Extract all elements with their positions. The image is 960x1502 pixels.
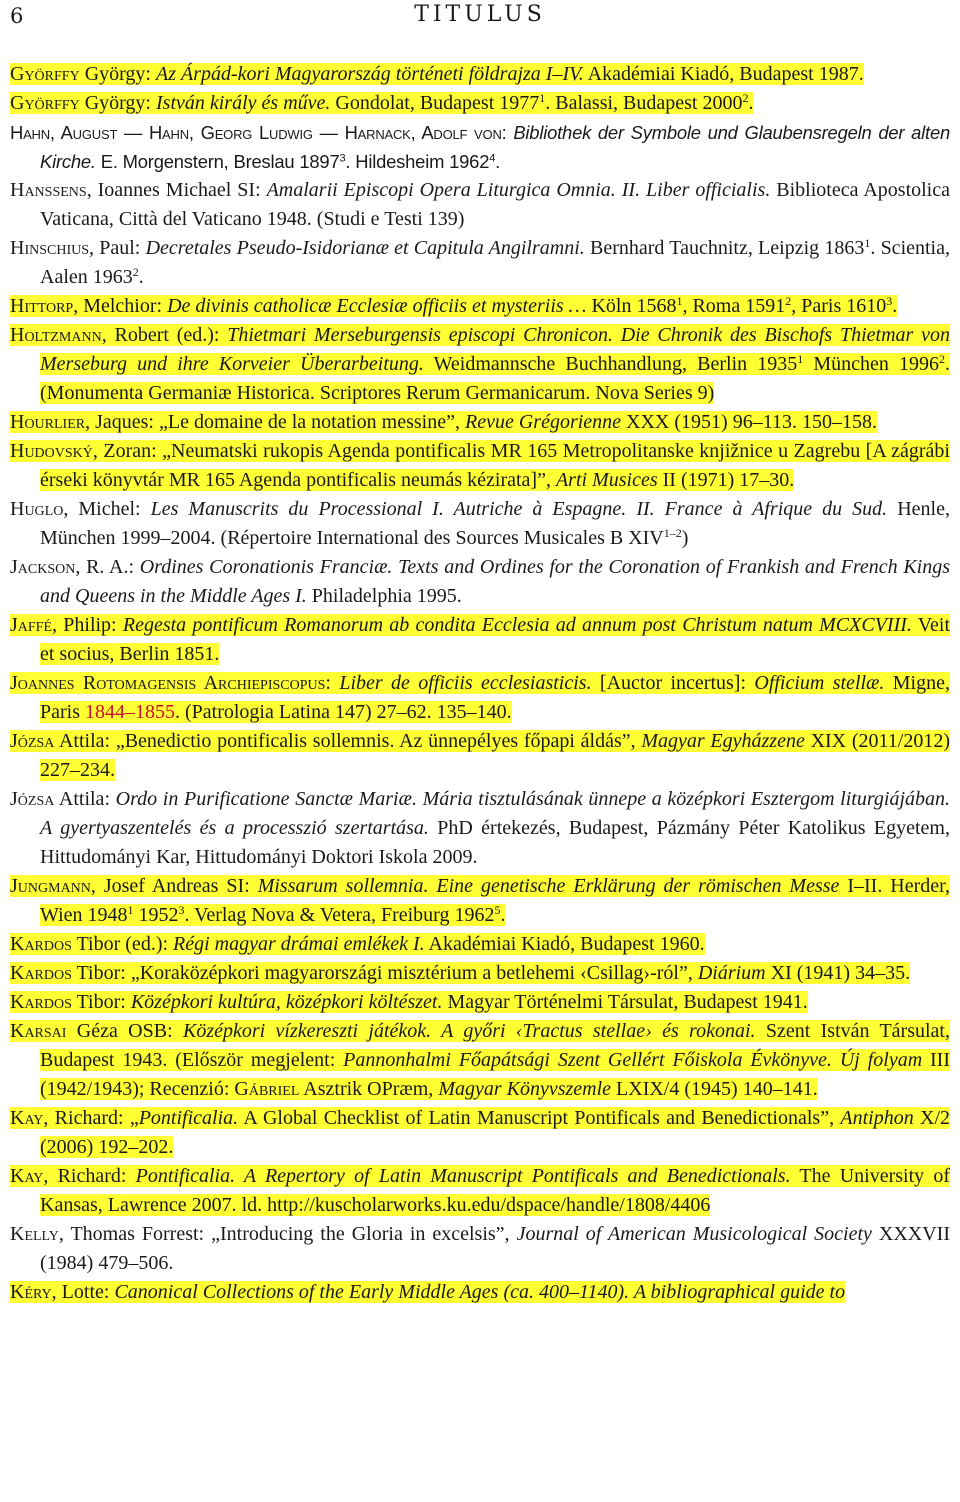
highlighted-text bbox=[10, 295, 897, 317]
entry-fragment: . bbox=[748, 92, 754, 114]
entry-fragment: Biblioteca Apostolica Vaticana, Città del Vaticano 1948. (Studi e Testi 139) bbox=[40, 179, 950, 230]
title-text: Liber de officiis ecclesiasticis. bbox=[339, 672, 592, 694]
author-name: Györffy bbox=[10, 92, 80, 114]
author-name: Harnack, Adolf von bbox=[344, 122, 502, 143]
entry-fragment: , Paul: bbox=[89, 237, 146, 259]
highlighted-text bbox=[10, 92, 753, 114]
author-name: Holtzmann bbox=[10, 324, 102, 346]
highlighted-text bbox=[10, 991, 808, 1013]
title-text: Arti Musices bbox=[555, 469, 658, 491]
author-name: Gábriel bbox=[234, 1078, 300, 1100]
entry-fragment: — bbox=[312, 122, 345, 143]
entry-fragment: : bbox=[501, 122, 514, 143]
entry-fragment: XIX (2011/2012) 227–234. bbox=[40, 730, 950, 781]
entry-fragment: . Hildesheim 1962 bbox=[345, 151, 490, 172]
author-name: Hourlier bbox=[10, 411, 86, 433]
title-text: Magyar Könyvszemle bbox=[438, 1078, 612, 1100]
highlighted-text bbox=[10, 411, 877, 433]
title-text: Középkori kultúra, középkori költészet. bbox=[130, 991, 443, 1013]
bibliography-entry bbox=[10, 872, 950, 930]
entry-fragment: György: bbox=[79, 63, 156, 85]
title-text: Canonical Collections of the Early Middle Ages (ca. 400–1140). A bibliographical guide to bbox=[114, 1281, 846, 1303]
entry-fragment: , Richard: „ bbox=[43, 1107, 139, 1129]
entry-fragment: , Lotte: bbox=[51, 1281, 115, 1303]
entry-fragment: E. Morgenstern, Breslau 1897 bbox=[95, 151, 340, 172]
highlighted-text bbox=[10, 1281, 845, 1303]
bibliography-entry bbox=[10, 1162, 950, 1220]
entry-fragment: : bbox=[325, 672, 340, 694]
edition-superscript: 1 bbox=[127, 902, 134, 917]
title-text: Pontificalia. bbox=[138, 1107, 239, 1129]
highlighted-text bbox=[10, 1020, 950, 1100]
edition-superscript: 3 bbox=[339, 152, 346, 165]
author-name: Kay bbox=[10, 1107, 44, 1129]
bibliography-entry bbox=[10, 408, 950, 437]
highlighted-text bbox=[10, 672, 950, 723]
author-name: Kay bbox=[10, 1165, 44, 1187]
title-text: Diárium bbox=[697, 962, 766, 984]
entry-fragment: Veit et socius, Berlin 1851. bbox=[40, 614, 950, 665]
entry-fragment: , Richard: bbox=[43, 1165, 136, 1187]
entry-fragment: Asztrik OPræm, bbox=[299, 1078, 439, 1100]
edition-superscript: 2 bbox=[939, 351, 945, 366]
running-head: TITULUS bbox=[414, 2, 546, 27]
entry-text bbox=[10, 179, 950, 230]
author-name: Jungmann bbox=[10, 875, 91, 897]
title-text: Magyar Egyházzene bbox=[641, 730, 805, 752]
page-header bbox=[0, 0, 960, 40]
entry-fragment: Géza OSB: bbox=[66, 1020, 183, 1042]
marked-text: 1844–1855 bbox=[85, 701, 175, 723]
entry-fragment: , Ioannes Michael SI: bbox=[86, 179, 267, 201]
title-text: Régi magyar drámai emlékek I. bbox=[173, 933, 425, 955]
author-name: Karsai bbox=[10, 1020, 67, 1042]
bibliography-entry bbox=[10, 785, 950, 872]
edition-superscript: 1–2 bbox=[663, 525, 682, 540]
entry-fragment: , Jaques: „Le domaine de la notation messine”, bbox=[85, 411, 465, 433]
title-text: Regesta pontificum Romanorum ab condita Ecclesia ad annum post Christum natum MCXCVIII. bbox=[122, 614, 912, 636]
entry-fragment: . Balassi, Budapest 2000 bbox=[545, 92, 743, 114]
entry-fragment: Attila: bbox=[54, 788, 116, 810]
author-name: Kardos bbox=[10, 962, 72, 984]
entry-fragment: München 1996 bbox=[803, 353, 939, 375]
entry-fragment: Henle, München 1999–2004. (Répertoire International des Sources Musicales B XIV bbox=[40, 498, 950, 549]
edition-superscript: 3 bbox=[886, 293, 893, 308]
title-text: Amalarii Episcopi Opera Liturgica Omnia. II. Liber officialis. bbox=[266, 179, 771, 201]
entry-fragment: I–II. Herder, Wien 1948 bbox=[40, 875, 950, 926]
entry-fragment: Weidmannsche Buchhandlung, Berlin 1935 bbox=[423, 353, 798, 375]
entry-fragment: Tibor: „Koraközépkori magyarországi misztérium a betlehemi ‹Csillag›-ról”, bbox=[71, 962, 698, 984]
bibliography-entry bbox=[10, 1220, 950, 1278]
entry-fragment: Szent István Társulat, Budapest 1943. (Először megjelent: bbox=[40, 1020, 950, 1071]
entry-fragment: LXIX/4 (1945) 140–141. bbox=[611, 1078, 818, 1100]
title-text: Decretales Pseudo-Isidorianæ et Capitula Angilramni. bbox=[145, 237, 585, 259]
author-name: Hinschius bbox=[10, 237, 90, 259]
entry-fragment: , Thomas Forrest: „Introducing the Gloria in excelsis”, bbox=[58, 1223, 517, 1245]
bibliography-entry bbox=[10, 1104, 950, 1162]
bibliography-entry bbox=[10, 988, 950, 1017]
entry-fragment: XXXVII (1984) 479–506. bbox=[40, 1223, 950, 1274]
edition-superscript: 1 bbox=[676, 293, 683, 308]
page-number: 6 bbox=[10, 4, 24, 28]
entry-fragment: Magyar Történelmi Társulat, Budapest 1941. bbox=[442, 991, 808, 1013]
highlighted-text bbox=[10, 324, 950, 404]
bibliography-entry bbox=[10, 1017, 950, 1104]
entry-fragment: , Michel: bbox=[63, 498, 151, 520]
bibliography-entry bbox=[10, 234, 950, 292]
entry-fragment: Gondolat, Budapest 1977 bbox=[330, 92, 540, 114]
entry-text bbox=[10, 498, 950, 549]
bibliography-entry bbox=[10, 118, 950, 176]
bibliography-entry bbox=[10, 495, 950, 553]
author-name: Györffy bbox=[10, 63, 80, 85]
title-text: Revue Grégorienne bbox=[465, 411, 622, 433]
author-name: Hudovský bbox=[10, 440, 93, 462]
entry-fragment: György: bbox=[79, 92, 156, 114]
title-text: Középkori vízkereszti játékok. A győri ‹Tractus stellae› és rokonai. bbox=[182, 1020, 756, 1042]
author-name: Hahn, Georg Ludwig bbox=[148, 122, 313, 143]
entry-fragment: ) bbox=[681, 527, 689, 549]
entry-fragment: . bbox=[500, 904, 506, 926]
entry-fragment: XXX (1951) 96–113. 150–158. bbox=[621, 411, 877, 433]
bibliography-entry bbox=[10, 930, 950, 959]
author-name: Joannes Rotomagensis Archiepiscopus bbox=[10, 672, 326, 694]
highlighted-text bbox=[10, 730, 950, 781]
author-name: Huglo bbox=[10, 498, 64, 520]
highlighted-text bbox=[10, 614, 950, 665]
entry-fragment: Akadémiai Kiadó, Budapest 1960. bbox=[424, 933, 705, 955]
entry-text bbox=[10, 122, 950, 172]
entry-fragment: Philadelphia 1995. bbox=[306, 585, 462, 607]
bibliography-entry bbox=[10, 292, 950, 321]
entry-fragment: A Global Checklist of Latin Manuscript Pontificals and Benedictionals”, bbox=[238, 1107, 841, 1129]
bibliography-entry bbox=[10, 669, 950, 727]
highlighted-text bbox=[10, 440, 950, 491]
title-text: Pannonhalmi Főapátsági Szent Gellért Főiskola Évkönyve. Új folyam bbox=[343, 1049, 923, 1071]
entry-fragment: , Zoran: „Neumatski rukopis Agenda pontificalis MR 165 Metropolitanske knjižnice u Zagrebu [A zágrábi érseki könyvtár MR 165 Agenda pontificalis neumás kézirata]”, bbox=[40, 440, 950, 491]
highlighted-text bbox=[10, 962, 910, 984]
title-text: Ordo in Purificatione Sanctæ Mariæ. Mária tisztulásának ünnepe a középkori Esztergom liturgiájában. A gyertyaszentelés és a processzió szertartása. bbox=[40, 788, 950, 839]
edition-superscript: 4 bbox=[489, 152, 496, 165]
bibliography-entry bbox=[10, 959, 950, 988]
entry-fragment: , Roma 1591 bbox=[682, 295, 786, 317]
bibliography-entry bbox=[10, 176, 950, 234]
title-text: Les Manuscrits du Processional I. Autriche à Espagne. II. France à Afrique du Sud. bbox=[150, 498, 888, 520]
entry-fragment: Akadémiai Kiadó, Budapest 1987. bbox=[583, 63, 864, 85]
edition-superscript: 1 bbox=[864, 235, 871, 250]
bibliography-entry bbox=[10, 553, 950, 611]
entry-fragment: Tibor: bbox=[71, 991, 131, 1013]
entry-fragment: The University of Kansas, Lawrence 2007. ld. http://kuscholarworks.ku.edu/dspace/handle/1808/4406 bbox=[40, 1165, 950, 1216]
author-name: Hittorp bbox=[10, 295, 74, 317]
entry-fragment: . bbox=[495, 151, 501, 172]
entry-fragment: — bbox=[117, 122, 149, 143]
bibliography-entry bbox=[10, 1278, 950, 1307]
highlighted-text bbox=[10, 875, 950, 926]
bibliography-entry bbox=[10, 321, 950, 408]
entry-fragment: Migne, Paris bbox=[40, 672, 950, 723]
entry-fragment: . bbox=[892, 295, 898, 317]
edition-superscript: 2 bbox=[132, 264, 139, 279]
entry-text bbox=[10, 788, 950, 868]
title-text: István király és műve. bbox=[156, 92, 331, 114]
entry-fragment: [Auctor incertus]: bbox=[591, 672, 755, 694]
author-name: Józsa bbox=[10, 730, 55, 752]
title-text: Bibliothek der Symbole und Glaubensregeln der alten Kirche. bbox=[40, 122, 950, 172]
entry-fragment: , Robert (ed.): bbox=[101, 324, 228, 346]
author-name: Józsa bbox=[10, 788, 55, 810]
entry-fragment: X/2 (2006) 192–202. bbox=[40, 1107, 951, 1158]
author-name: Kelly bbox=[10, 1223, 59, 1245]
title-text: Officium stellæ. bbox=[754, 672, 885, 694]
entry-fragment: . Verlag Nova & Vetera, Freiburg 1962 bbox=[184, 904, 495, 926]
entry-fragment: , Melchior: bbox=[73, 295, 168, 317]
entry-fragment: . Scientia, Aalen 1963 bbox=[40, 237, 950, 288]
entry-fragment: Bernhard Tauchnitz, Leipzig 1863 bbox=[584, 237, 865, 259]
entry-fragment: Attila: „Benedictio pontificalis sollemnis. Az ünnepélyes főpapi áldás”, bbox=[54, 730, 642, 752]
entry-fragment: , R. A.: bbox=[75, 556, 140, 578]
entry-fragment: , Josef Andreas SI: bbox=[90, 875, 258, 897]
title-text: Pontificalia. A Repertory of Latin Manuscript Pontificals and Benedictionals. bbox=[135, 1165, 791, 1187]
entry-fragment: . (Patrologia Latina 147) 27–62. 135–140. bbox=[175, 701, 512, 723]
entry-fragment: Köln 1568 bbox=[586, 295, 677, 317]
title-text: Antiphon bbox=[840, 1107, 914, 1129]
entry-fragment: II (1971) 17–30. bbox=[657, 469, 795, 491]
entry-fragment: PhD értekezés, Budapest, Pázmány Péter Katolikus Egyetem, Hittudományi Kar, Hittudományi Doktori Iskola 2009. bbox=[40, 817, 950, 868]
author-name: Hahn, August bbox=[10, 122, 118, 143]
edition-superscript: 1 bbox=[797, 351, 804, 366]
edition-superscript: 5 bbox=[494, 902, 501, 917]
bibliography-entry bbox=[10, 89, 950, 118]
bibliography-entry bbox=[10, 611, 950, 669]
edition-superscript: 1 bbox=[539, 90, 546, 105]
title-text: Journal of American Musicological Society bbox=[516, 1223, 872, 1245]
bibliography-entry bbox=[10, 437, 950, 495]
author-name: Jaffé bbox=[10, 614, 53, 636]
entry-fragment: , Philip: bbox=[52, 614, 123, 636]
highlighted-text bbox=[10, 1165, 950, 1216]
title-text: Az Árpád-kori Magyarország történeti földrajza I–IV. bbox=[156, 63, 584, 85]
highlighted-text bbox=[10, 1107, 950, 1158]
edition-superscript: 2 bbox=[785, 293, 792, 308]
bibliography-entry bbox=[10, 727, 950, 785]
entry-fragment: III (1942/1943); Recenzió: bbox=[40, 1049, 951, 1100]
title-text: De divinis catholicæ Ecclesiæ officiis et mysteriis … bbox=[167, 295, 587, 317]
entry-fragment: 1952 bbox=[133, 904, 179, 926]
bibliography-entry bbox=[10, 60, 950, 89]
author-name: Kardos bbox=[10, 933, 72, 955]
entry-text bbox=[10, 237, 950, 288]
entry-fragment: XI (1941) 34–35. bbox=[765, 962, 911, 984]
highlighted-text bbox=[10, 63, 864, 85]
entry-fragment: . (Monumenta Germaniæ Historica. Scriptores Rerum Germanicarum. Nova Series 9) bbox=[40, 353, 950, 404]
author-name: Kéry bbox=[10, 1281, 52, 1303]
title-text: Thietmari Merseburgensis episcopi Chronicon. Die Chronik des Bischofs Thietmar von Merseburg und ihre Korveier Überarbeitung. bbox=[40, 324, 950, 375]
author-name: Jackson bbox=[10, 556, 76, 578]
highlighted-text bbox=[10, 933, 705, 955]
author-name: Kardos bbox=[10, 991, 72, 1013]
edition-superscript: 2 bbox=[742, 90, 749, 105]
entry-text bbox=[10, 556, 950, 607]
author-name: Hanssens bbox=[10, 179, 87, 201]
entry-text bbox=[10, 1223, 950, 1274]
bibliography-list bbox=[10, 60, 950, 1307]
entry-fragment: Tibor (ed.): bbox=[71, 933, 174, 955]
title-text: Missarum sollemnia. Eine genetische Erklärung der römischen Messe bbox=[257, 875, 840, 897]
entry-fragment: , Paris 1610 bbox=[791, 295, 887, 317]
title-text: Ordines Coronationis Franciæ. Texts and Ordines for the Coronation of Frankish and French Kings and Queens in the Middle Ages I. bbox=[40, 556, 950, 607]
entry-fragment: . bbox=[138, 266, 144, 288]
edition-superscript: 3 bbox=[178, 902, 185, 917]
